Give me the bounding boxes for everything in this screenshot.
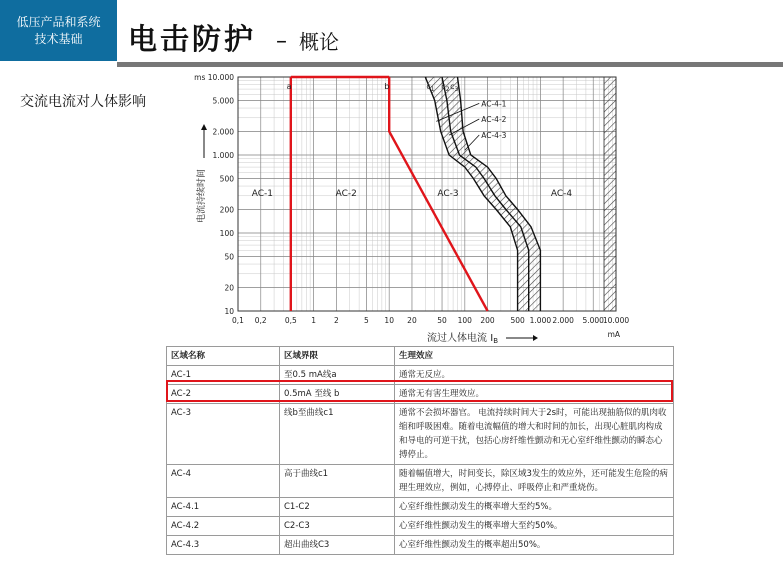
page-title: 电击防护: [128, 22, 257, 56]
y-tick-label: 500: [219, 174, 234, 184]
x-tick-label: 2.000: [552, 316, 574, 325]
table-row: [167, 536, 674, 555]
brand-line-2: 技术基础: [34, 31, 83, 46]
y-tick-label: 50: [224, 252, 234, 262]
x-axis-arrow-head: [533, 335, 538, 341]
x-unit-label: mA: [607, 330, 620, 339]
zone-effect: 通常无反应。: [395, 366, 674, 385]
y-axis-arrow-head: [201, 124, 207, 130]
zone-table: [166, 346, 674, 555]
curve-label-c1: $c_1$: [426, 82, 435, 94]
x-tick-label: 1.000: [529, 316, 552, 325]
page-header: [128, 18, 339, 58]
zone-effect: 心室纤维性颤动发生的概率增大至约5%。: [395, 498, 674, 517]
zone-name: AC-4.1: [167, 498, 280, 517]
zone-label-AC-1: AC-1: [251, 188, 273, 199]
x-tick-label: 10.000: [602, 316, 630, 325]
table-row: [167, 517, 674, 536]
zone-limit: 线b至曲线c1: [280, 404, 395, 465]
y-tick-label: 2.000: [212, 127, 234, 137]
y-tick-label: 200: [219, 205, 234, 215]
annotation-label: AC-4-1: [481, 99, 507, 109]
zone-limit: 0.5mA 至线 b: [280, 385, 395, 404]
zone-limit: 高于曲线c1: [280, 465, 395, 498]
zone-effect: 随着幅值增大，时间变长，除区域3发生的效应外，还可能发生危险的病理生理效应，例如，心搏停止、呼吸停止和严重烧伤。: [395, 465, 674, 498]
zone-limit: 超出曲线C3: [280, 536, 395, 555]
curve-label-a: a: [286, 82, 292, 92]
zone-limit: 至0.5 mA线a: [280, 366, 395, 385]
annotation-label: AC-4-2: [481, 114, 507, 124]
zone-name: AC-4.3: [167, 536, 280, 555]
x-axis-label: 流过人体电流 $I_B$: [427, 333, 498, 345]
x-tick-label: 10: [384, 316, 394, 325]
y-tick-label: 1.000: [212, 151, 234, 160]
x-tick-label: 20: [407, 316, 417, 325]
current-effect-chart: [188, 68, 638, 345]
zone-label-AC-3: AC-3: [437, 188, 459, 199]
zone-name: AC-3: [167, 404, 280, 465]
x-tick-label: 5.000: [582, 316, 604, 325]
x-tick-label: 5: [364, 316, 369, 325]
brand-block: [0, 0, 117, 61]
zone-name: AC-2: [167, 385, 280, 404]
zone-name: AC-4.2: [167, 517, 280, 536]
column-header-limit: 区域界限: [280, 347, 395, 366]
curve-label-c3: $c_3$: [450, 82, 459, 94]
zone-name: AC-4: [167, 465, 280, 498]
zone-effect: 通常不会损坏器官。 电流持续时间大于2s时，可能出现抽筋似的肌肉收缩和呼吸困难。随着电流幅值的增大和时间的加长，出现心脏肌肉构成和导电的可逆干扰，包括心房纤维性颤动和无心室纤维性颤动的瞬态心搏停止。: [395, 404, 674, 465]
x-tick-label: 2: [333, 316, 339, 325]
section-title: 交流电流对人体影响: [20, 94, 146, 110]
annotation-label: AC-4-3: [481, 131, 507, 141]
y-axis-label: 电流持续时间: [197, 168, 207, 224]
zone-limit: C2-C3: [280, 517, 395, 536]
table-header-row: [167, 347, 674, 366]
zone-effect: 心室纤维性颤动发生的概率超出50%。: [395, 536, 674, 555]
zone-name: AC-1: [167, 366, 280, 385]
table-row: [167, 385, 674, 404]
table-row: [167, 366, 674, 385]
table-row: [167, 465, 674, 498]
y-tick-label: ms 10.000: [194, 73, 234, 82]
zone-effect: 心室纤维性颤动发生的概率增大至约50%。: [395, 517, 674, 536]
y-tick-label: 10: [224, 307, 234, 316]
x-tick-label: 1: [311, 316, 316, 325]
x-tick-label: 50: [437, 316, 447, 325]
page-subtitle: 概论: [299, 30, 340, 54]
table-row: [167, 498, 674, 517]
x-tick-label: 100: [457, 316, 472, 325]
y-tick-label: 100: [219, 229, 234, 238]
title-separator: –: [276, 29, 288, 54]
hatch-border-right: [604, 77, 616, 311]
column-header-effect: 生理效应: [395, 347, 674, 366]
x-tick-label: 500: [510, 316, 525, 325]
zone-label-AC-2: AC-2: [335, 188, 357, 199]
y-tick-label: 5.000: [212, 96, 234, 106]
x-tick-label: 200: [480, 316, 495, 325]
brand-line-1: 低压产品和系统: [16, 14, 101, 29]
zone-effect: 通常无有害生理效应。: [395, 385, 674, 404]
curve-label-c2: $c_2$: [441, 82, 450, 94]
curve-label-b: b: [384, 82, 390, 92]
x-tick-label: 0,2: [254, 316, 267, 325]
column-header-zone: 区域名称: [167, 347, 280, 366]
y-tick-label: 20: [224, 283, 234, 293]
x-tick-label: 0,5: [284, 316, 297, 325]
zone-label-AC-4: AC-4: [550, 188, 573, 199]
zone-limit: C1-C2: [280, 498, 395, 517]
table-row: [167, 404, 674, 465]
header-divider: [117, 62, 783, 67]
x-tick-label: 0,1: [232, 316, 244, 325]
